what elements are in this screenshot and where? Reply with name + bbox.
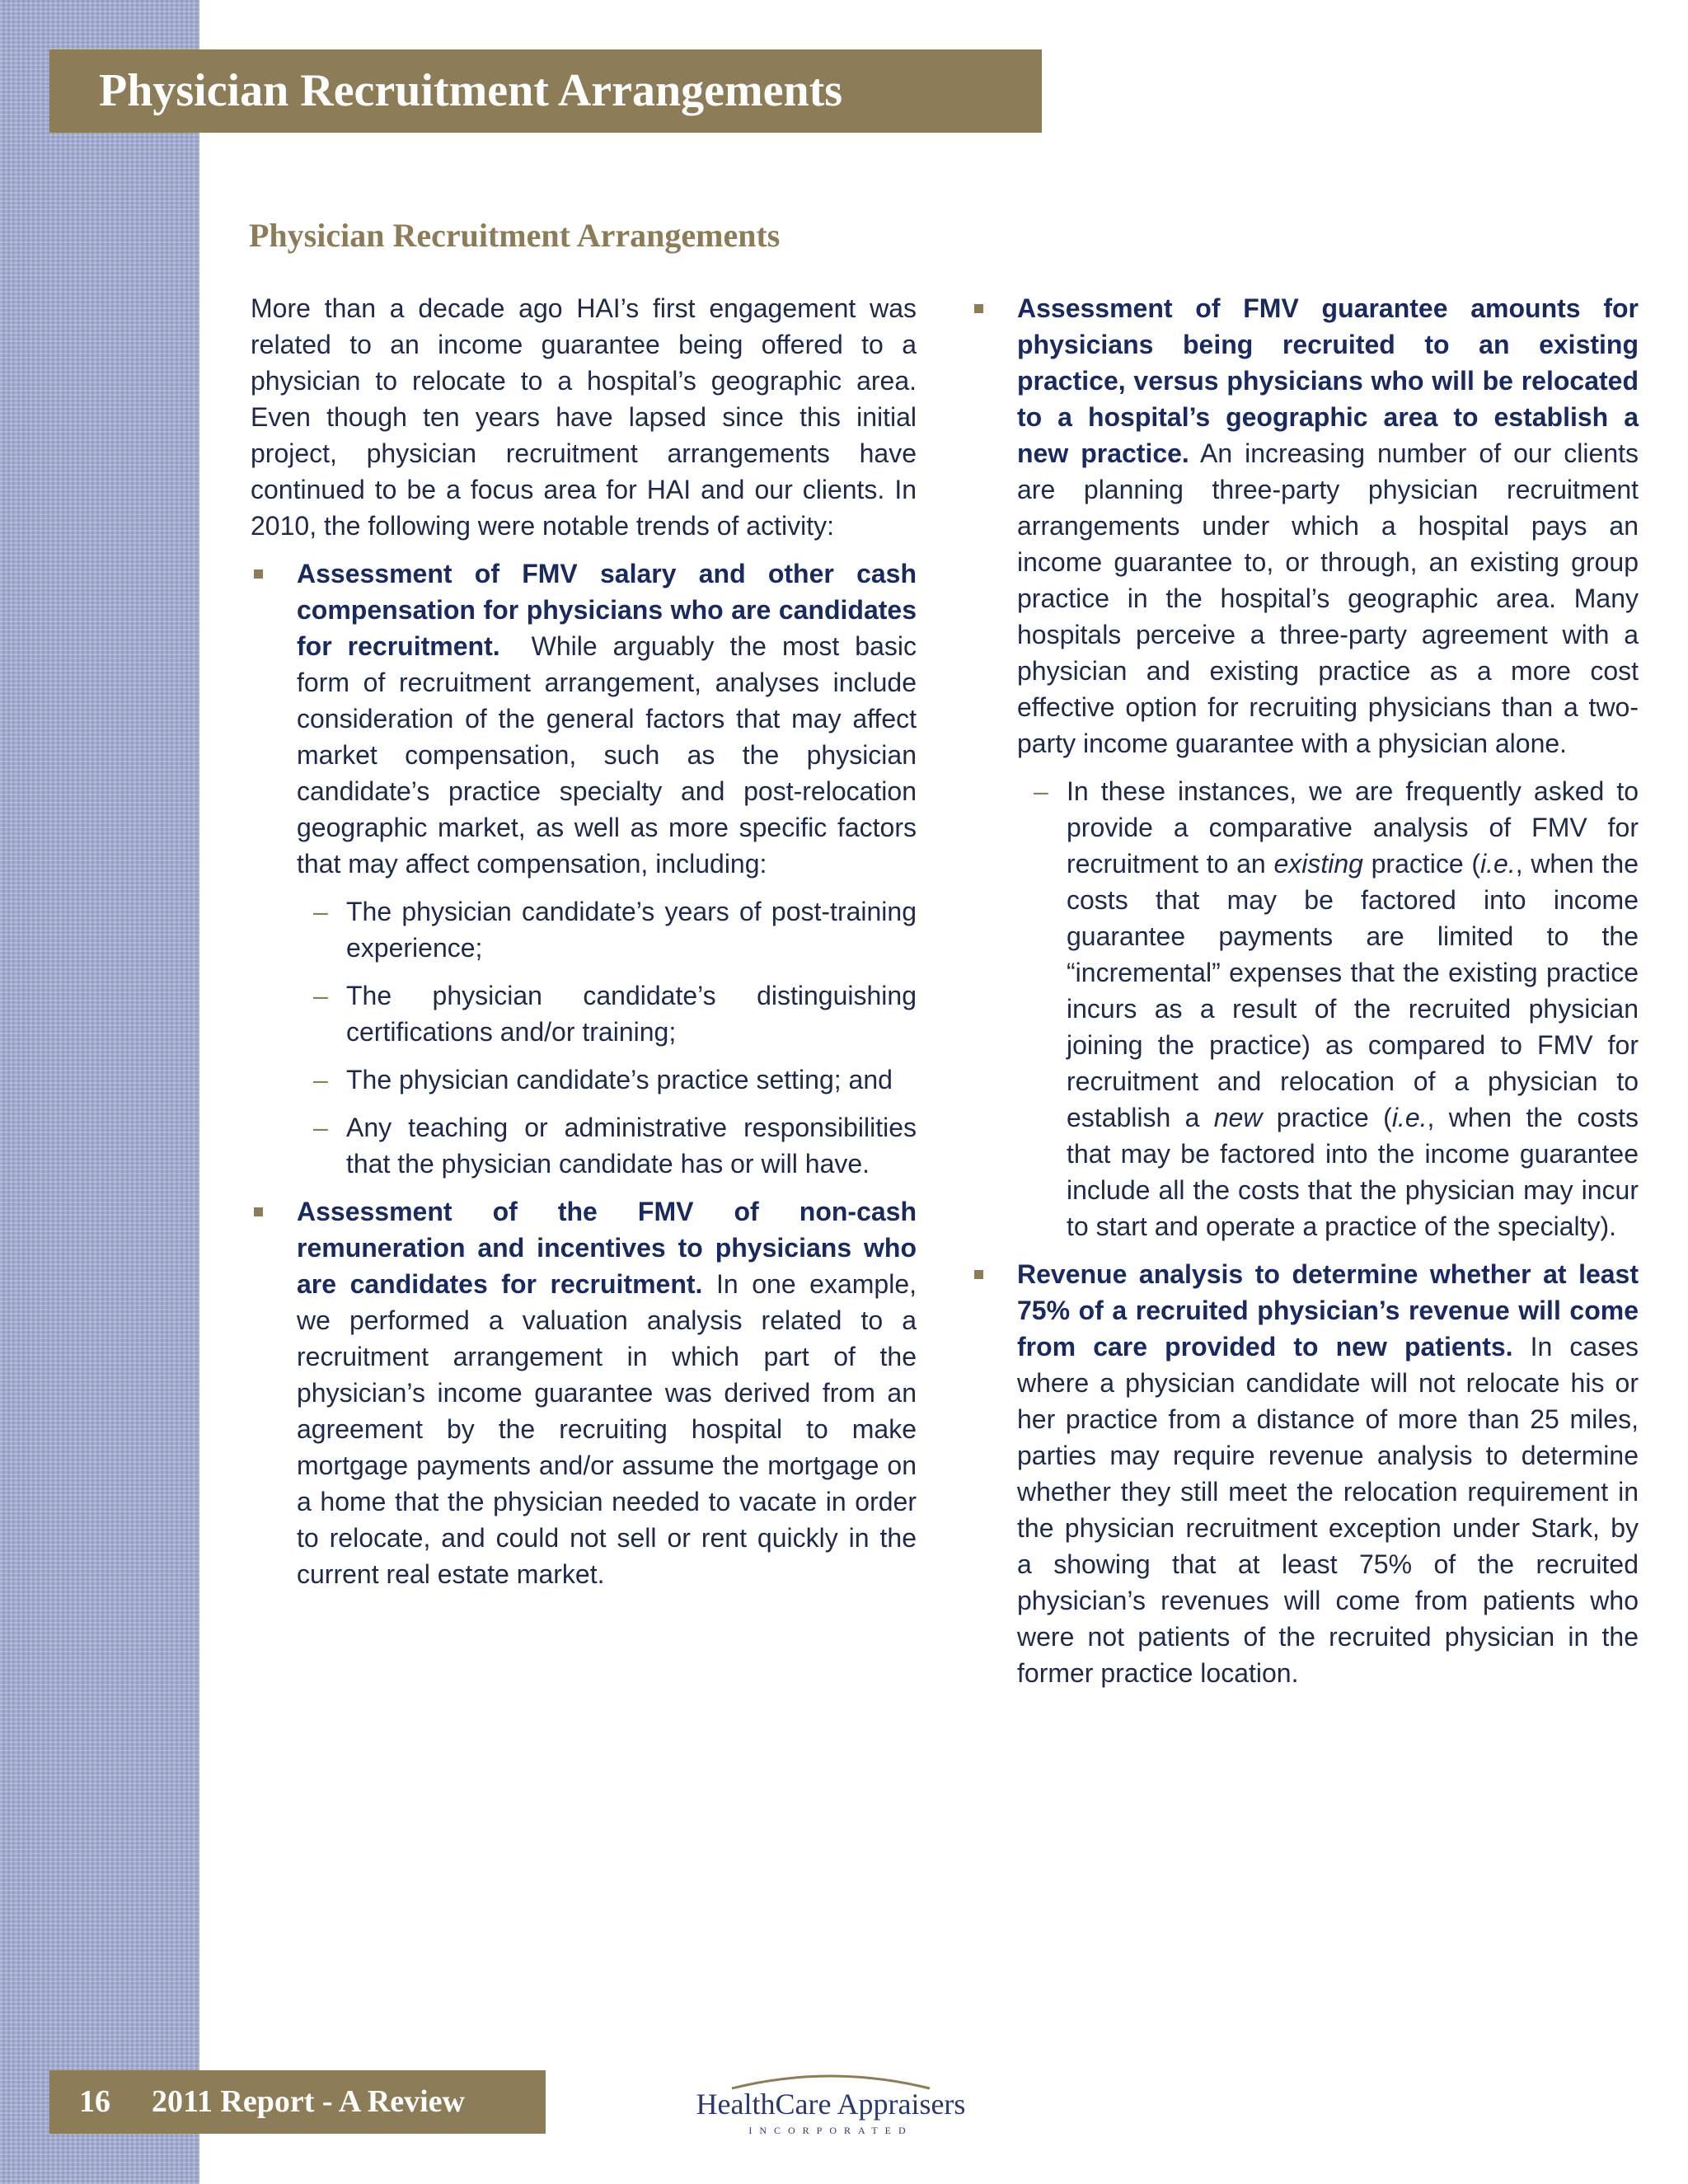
intro-paragraph: More than a decade ago HAI’s first engagement was related to an income guarantee being offered to a physician to relocate to a hospital’s geographic area. Even though ten years have lapsed since this initial project, physician recruitment arrangements have continued to be a focus area for HAI and our clients. In 2010, the following were notable trends of activity: xyxy=(251,293,917,541)
square-bullet-icon xyxy=(254,569,263,579)
bullet-body: An increasing number of our clients are planning three-party physician recruitment arrangements under which a hospital pays an income guarantee to, or through, an existing group practice in the hospital’s geographic area. Many hospitals perceive a three-party agreement with a physician and existing practice as a more cost effective option for recruiting physicians than a two-party income guarantee with a physician alone. xyxy=(1017,438,1639,758)
section-heading: Physician Recruitment Arrangements xyxy=(249,217,781,254)
company-logo xyxy=(691,2067,971,2141)
bullet-heading: Assessment of FMV salary and other cash compensation for physicians who are candidates for recruitment. xyxy=(297,559,917,661)
left-column xyxy=(251,290,917,1604)
square-bullet-icon xyxy=(974,304,983,313)
bullet-item xyxy=(971,290,1639,1244)
dash-icon: – xyxy=(1034,776,1048,806)
dash-icon: – xyxy=(313,897,328,926)
dash-icon: – xyxy=(313,1065,328,1094)
bullet-item xyxy=(251,555,917,1182)
page-number: 16 xyxy=(79,2084,110,2119)
decorative-sidebar xyxy=(0,0,199,2184)
logo-subtitle: INCORPORATED xyxy=(748,2125,913,2136)
dash-icon: – xyxy=(313,1113,328,1142)
page-header xyxy=(49,49,1042,133)
sub-list xyxy=(1017,773,1639,1244)
page-title: Physician Recruitment Arrangements xyxy=(99,65,843,116)
bullet-item xyxy=(971,1256,1639,1691)
square-bullet-icon xyxy=(254,1207,263,1216)
report-title: 2011 Report - A Review xyxy=(152,2084,465,2119)
bullet-body: While arguably the most basic form of recruitment arrangement, analyses include consideration of the general factors that may affect market compensation, such as the physician candidate’s practice specialty and post-relocation geographic market, as well as more specific factors that may affect compensation, including: xyxy=(297,631,917,879)
logo-name: HealthCare Appraisers xyxy=(696,2088,966,2121)
bullet-body: In one example, we performed a valuation analysis related to a recruitment arrangement in which part of the physician’s income guarantee was derived from an agreement by the recruiting hospital to make mortgage payments and/or assume the mortgage on a home that the physician needed to vacate in order to relocate, and could not sell or rent quickly in the current real estate market. xyxy=(297,1269,917,1589)
sub-list-item: – The physician candidate’s years of post-training experience; xyxy=(297,893,917,966)
right-column xyxy=(971,290,1639,1703)
bullet-heading: Revenue analysis to determine whether at least 75% of a recruited physician’s revenue will come from care provided to new patients. xyxy=(1017,1259,1639,1361)
sub-list xyxy=(297,893,917,1182)
bullet-heading: Assessment of FMV guarantee amounts for physicians being recruited to an existing practice, versus physicians who will be relocated to a hospital’s geographic area to establish a new practice. xyxy=(1017,293,1639,468)
sub-list-item: – The physician candidate’s practice setting; and xyxy=(297,1062,917,1098)
bullet-item xyxy=(251,1193,917,1592)
sub-list-item: – Any teaching or administrative responsibilities that the physician candidate has or will have. xyxy=(297,1109,917,1182)
dash-icon: – xyxy=(313,981,328,1010)
page-footer xyxy=(49,2070,546,2134)
sub-list-item: – In these instances, we are frequently asked to provide a comparative analysis of FMV for recruitment to an existing practice (i.e., when the costs that may be factored into income guarantee payments are limited to the “incremental” expenses that the existing practice incurs as a result of the recruited physician joining the practice) as compared to FMV for recruitment and relocation of a physician to establish a new practice (i.e., when the costs that may be factored into the income guarantee include all the costs that the physician may incur to start and operate a practice of the specialty). xyxy=(1017,773,1639,1244)
bullet-body: In cases where a physician candidate will not relocate his or her practice from a distance of more than 25 miles, parties may require revenue analysis to determine whether they still meet the relocation requirement in the physician recruitment exception under Stark, by a showing that at least 75% of the recruited physician’s revenues will come from patients who were not patients of the recruited physician in the former practice location. xyxy=(1017,1332,1639,1688)
square-bullet-icon xyxy=(974,1270,983,1279)
sub-list-item: – The physician candidate’s distinguishing certifications and/or training; xyxy=(297,977,917,1050)
bullet-heading: Assessment of the FMV of non-cash remuneration and incentives to physicians who are candidates for recruitment. xyxy=(297,1197,917,1299)
